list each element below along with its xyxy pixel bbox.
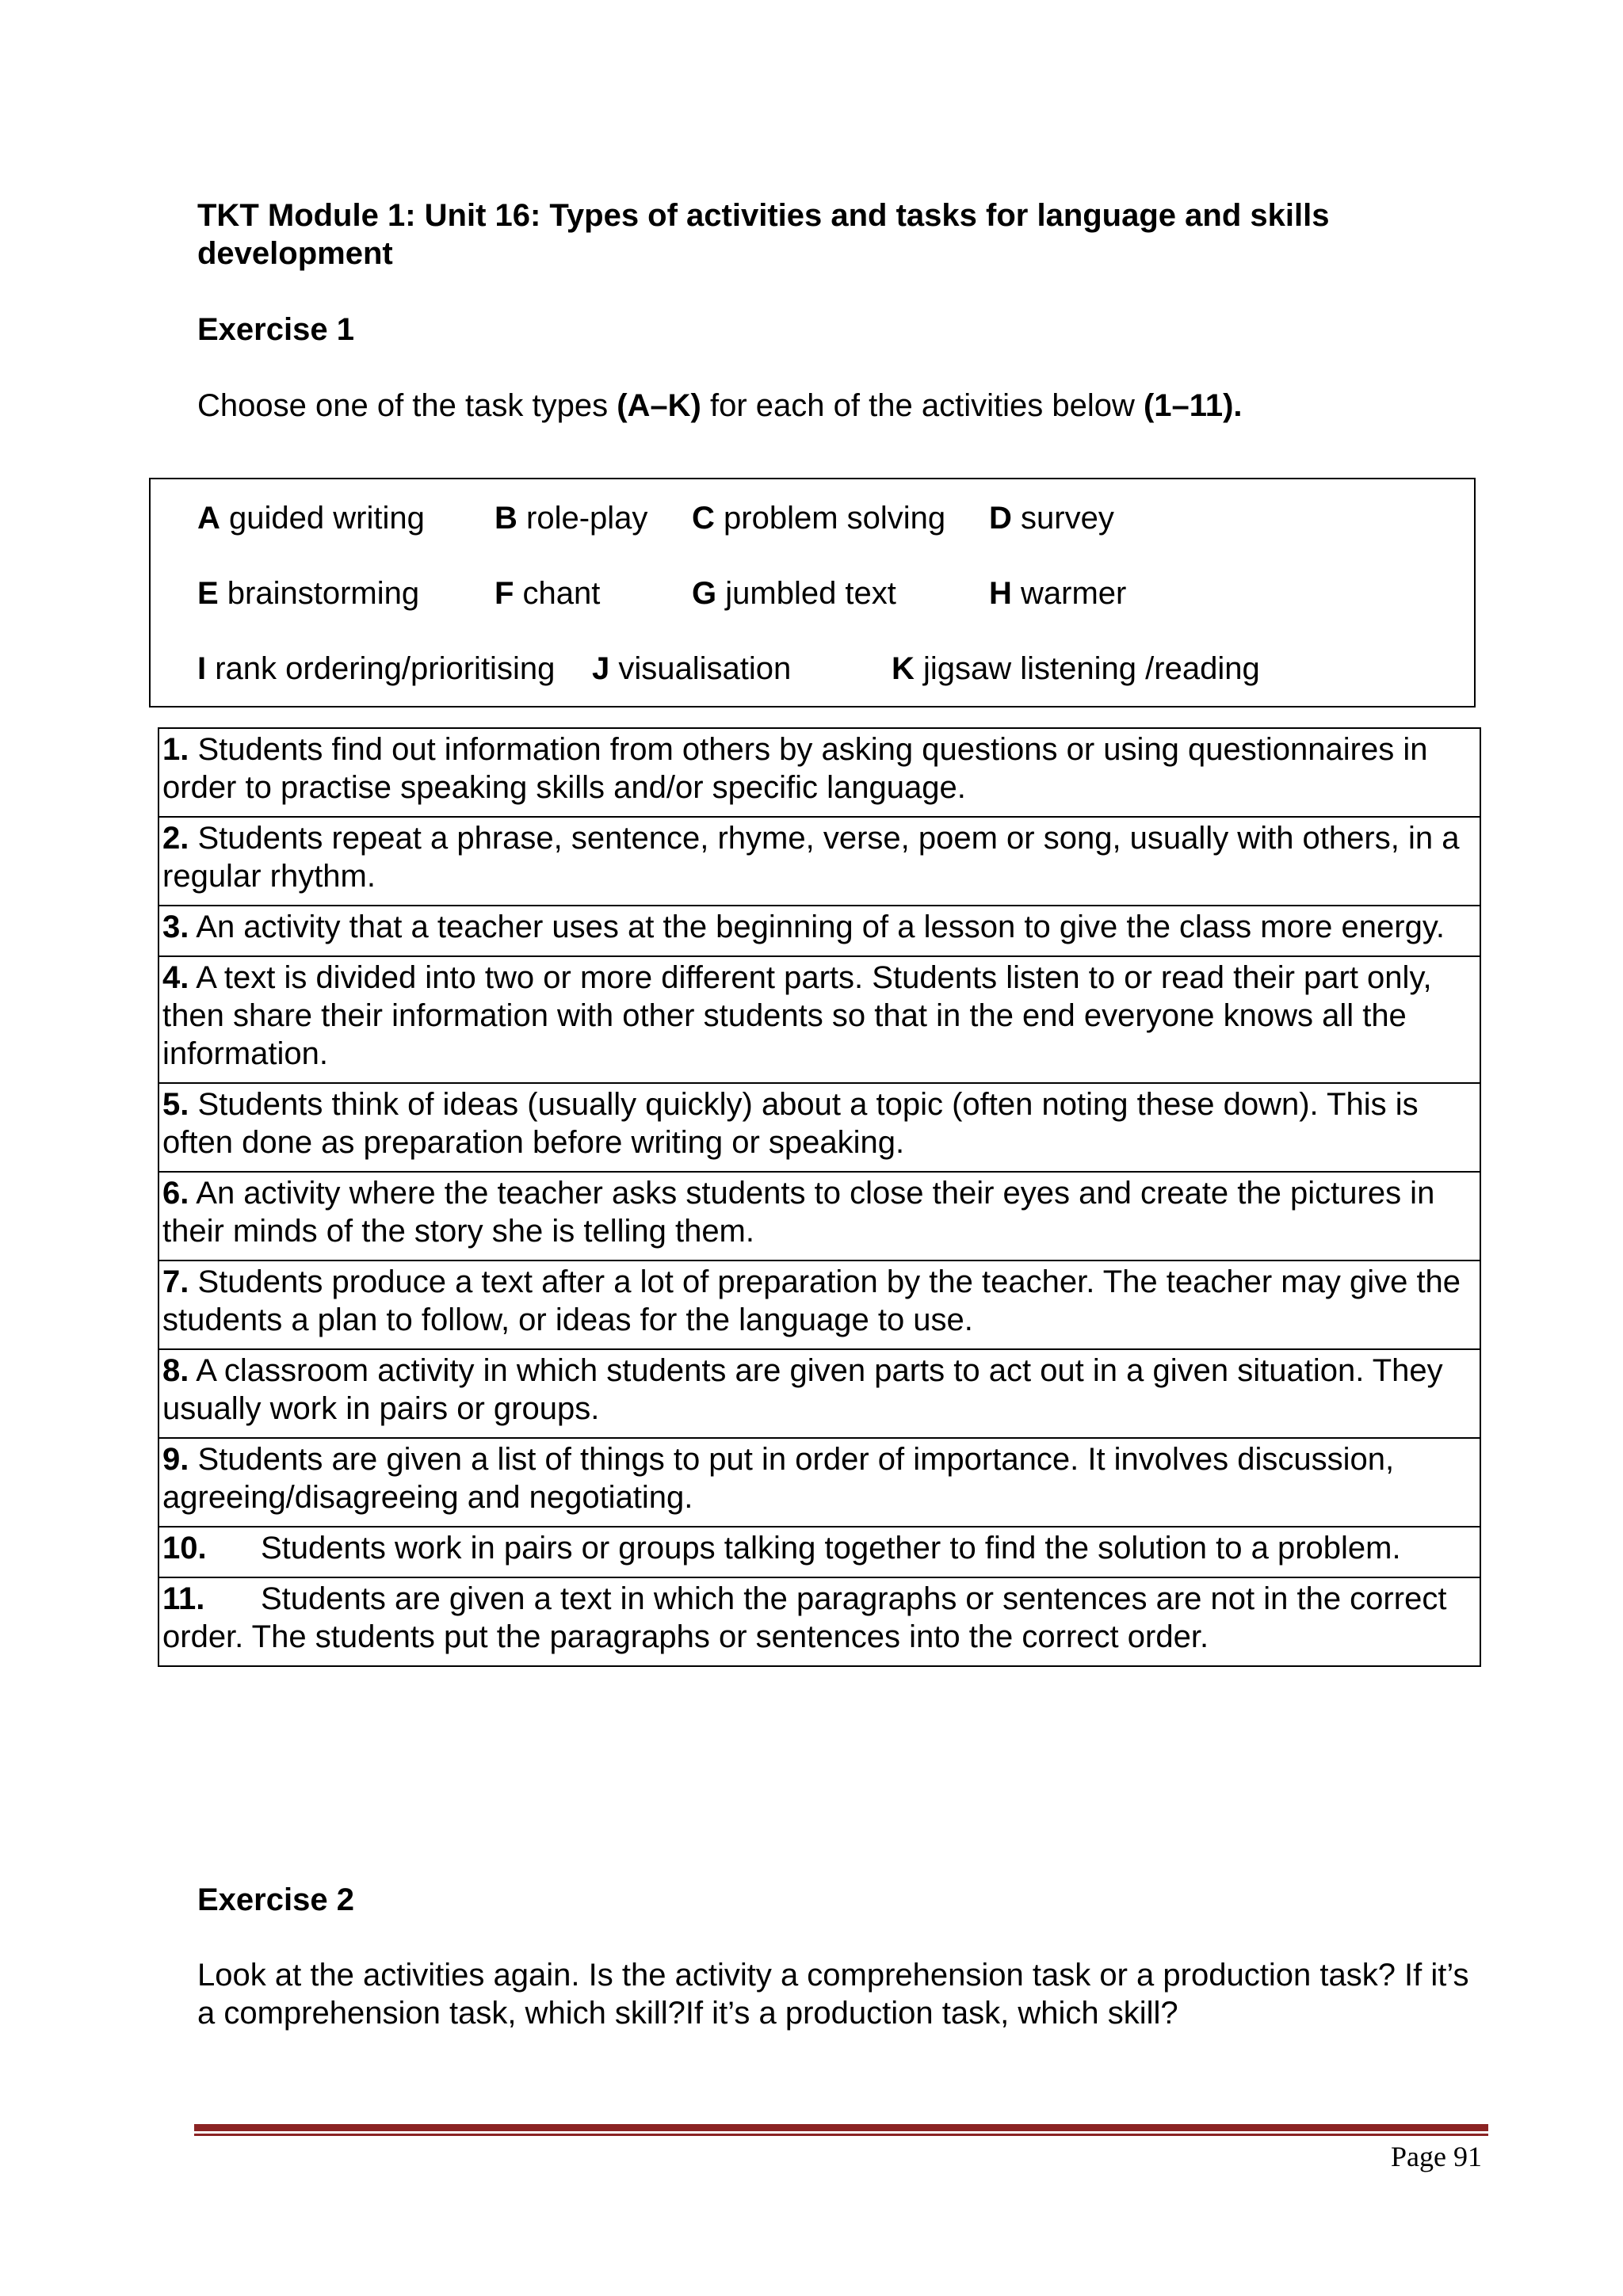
activity-cell (158, 1577, 1480, 1666)
table-row (158, 817, 1480, 906)
task-type-option (495, 574, 600, 612)
option-letter: G (692, 576, 717, 611)
option-label: chant (514, 576, 601, 611)
exercise-2-question: Look at the activities again. Is the activity a comprehension task or a production task? If it’s a comprehension task, which skill?If it’s a production task, which skill? (197, 1958, 1469, 2031)
activity-number: 5. (162, 1087, 189, 1122)
table-row (158, 1577, 1480, 1666)
option-label: brainstorming (218, 576, 420, 611)
activity-cell (158, 906, 1480, 956)
task-type-option (692, 574, 896, 612)
activity-cell (158, 1083, 1480, 1172)
page-title: TKT Module 1: Unit 16: Types of activities and tasks for language and skills development (197, 198, 1330, 271)
activity-number: 10. (162, 1531, 207, 1566)
exercise-2-heading: Exercise 2 (197, 1882, 354, 1917)
activity-cell (158, 1438, 1480, 1527)
footer-divider-thin (194, 2134, 1488, 2136)
activity-number: 3. (162, 910, 189, 944)
table-row (158, 906, 1480, 956)
footer-divider (194, 2124, 1488, 2131)
page-number: Page 91 (1391, 2141, 1482, 2172)
activity-number: 1. (162, 732, 189, 767)
option-label: role-play (517, 501, 648, 536)
option-letter: B (495, 501, 517, 536)
activity-text: Students find out information from others by asking questions or using questionnaires in order to practise speaking skills and/or specific language. (162, 732, 1428, 805)
activity-cell (158, 728, 1480, 817)
activity-cell (158, 1527, 1480, 1577)
exercise-1-heading: Exercise 1 (197, 312, 354, 347)
activity-cell (158, 1172, 1480, 1261)
option-label: guided writing (220, 501, 425, 536)
task-type-option (892, 650, 1260, 688)
activity-text: An activity that a teacher uses at the beginning of a lesson to give the class more energy. (189, 910, 1445, 944)
task-type-option (592, 650, 791, 688)
activity-number: 8. (162, 1353, 189, 1388)
activity-text: Students think of ideas (usually quickly) about a topic (often noting these down). This is often done as preparation before writing or speaking. (162, 1087, 1419, 1160)
option-label: survey (1011, 501, 1114, 536)
activity-text: Students repeat a phrase, sentence, rhyme, verse, poem or song, usually with others, in a regular rhythm. (162, 821, 1460, 894)
instruction-range-letters: (A–K) (617, 388, 701, 423)
task-type-option (495, 499, 647, 537)
instruction-prefix: Choose one of the task types (197, 388, 617, 423)
table-row (158, 728, 1480, 817)
table-row (158, 1172, 1480, 1261)
activity-number: 9. (162, 1442, 189, 1477)
activity-cell (158, 956, 1480, 1083)
activity-number: 2. (162, 821, 189, 856)
option-letter: C (692, 501, 715, 536)
activity-number: 11. (162, 1581, 205, 1616)
activity-cell (158, 817, 1480, 906)
option-letter: H (989, 576, 1012, 611)
option-letter: J (592, 651, 610, 686)
option-label: problem solving (714, 501, 946, 536)
option-letter: I (197, 651, 207, 686)
task-type-option (692, 499, 945, 537)
activity-text: A classroom activity in which students are given parts to act out in a given situation. They usually work in pairs or groups. (162, 1353, 1443, 1426)
table-row (158, 1438, 1480, 1527)
activity-text: An activity where the teacher asks students to close their eyes and create the pictures in their minds of the story she is telling them. (162, 1176, 1435, 1249)
option-label: rank ordering/prioritising (206, 651, 556, 686)
task-type-option (197, 499, 425, 537)
option-letter: F (495, 576, 514, 611)
option-letter: E (197, 576, 219, 611)
activities-table (158, 727, 1481, 1667)
task-type-option (989, 499, 1114, 537)
instruction-range-numbers: (1–11). (1143, 388, 1243, 423)
option-letter: D (989, 501, 1012, 536)
activity-number: 7. (162, 1264, 189, 1299)
option-label: jumbled text (716, 576, 896, 611)
instruction-middle: for each of the activities below (701, 388, 1144, 423)
table-row (158, 1527, 1480, 1577)
task-type-option (989, 574, 1126, 612)
activity-cell (158, 1349, 1480, 1438)
activity-text: Students produce a text after a lot of preparation by the teacher. The teacher may give the students a plan to follow, or ideas for the language to use. (162, 1264, 1461, 1337)
activity-text: Students are given a list of things to put in order of importance. It involves discussion, agreeing/disagreeing and negotiating. (162, 1442, 1395, 1515)
activity-text: A text is divided into two or more different parts. Students listen to or read their part only, then share their information with other students so that in the end everyone knows all the information. (162, 960, 1432, 1071)
activity-text: Students are given a text in which the paragraphs or sentences are not in the correct order. The students put the paragraphs or sentences into the correct order. (162, 1581, 1447, 1654)
table-row (158, 956, 1480, 1083)
activity-number: 4. (162, 960, 189, 995)
task-types-box (149, 478, 1476, 707)
option-letter: K (892, 651, 915, 686)
table-row (158, 1261, 1480, 1349)
exercise-1-instruction (197, 387, 1243, 425)
activity-number: 6. (162, 1176, 189, 1211)
activity-cell (158, 1261, 1480, 1349)
task-type-option (197, 574, 419, 612)
table-row (158, 1083, 1480, 1172)
table-row (158, 1349, 1480, 1438)
option-letter: A (197, 501, 220, 536)
option-label: jigsaw listening /reading (914, 651, 1260, 686)
option-label: visualisation (609, 651, 792, 686)
activity-text: Students work in pairs or groups talking together to find the solution to a problem. (261, 1531, 1401, 1566)
option-label: warmer (1011, 576, 1127, 611)
task-type-option (197, 650, 555, 688)
